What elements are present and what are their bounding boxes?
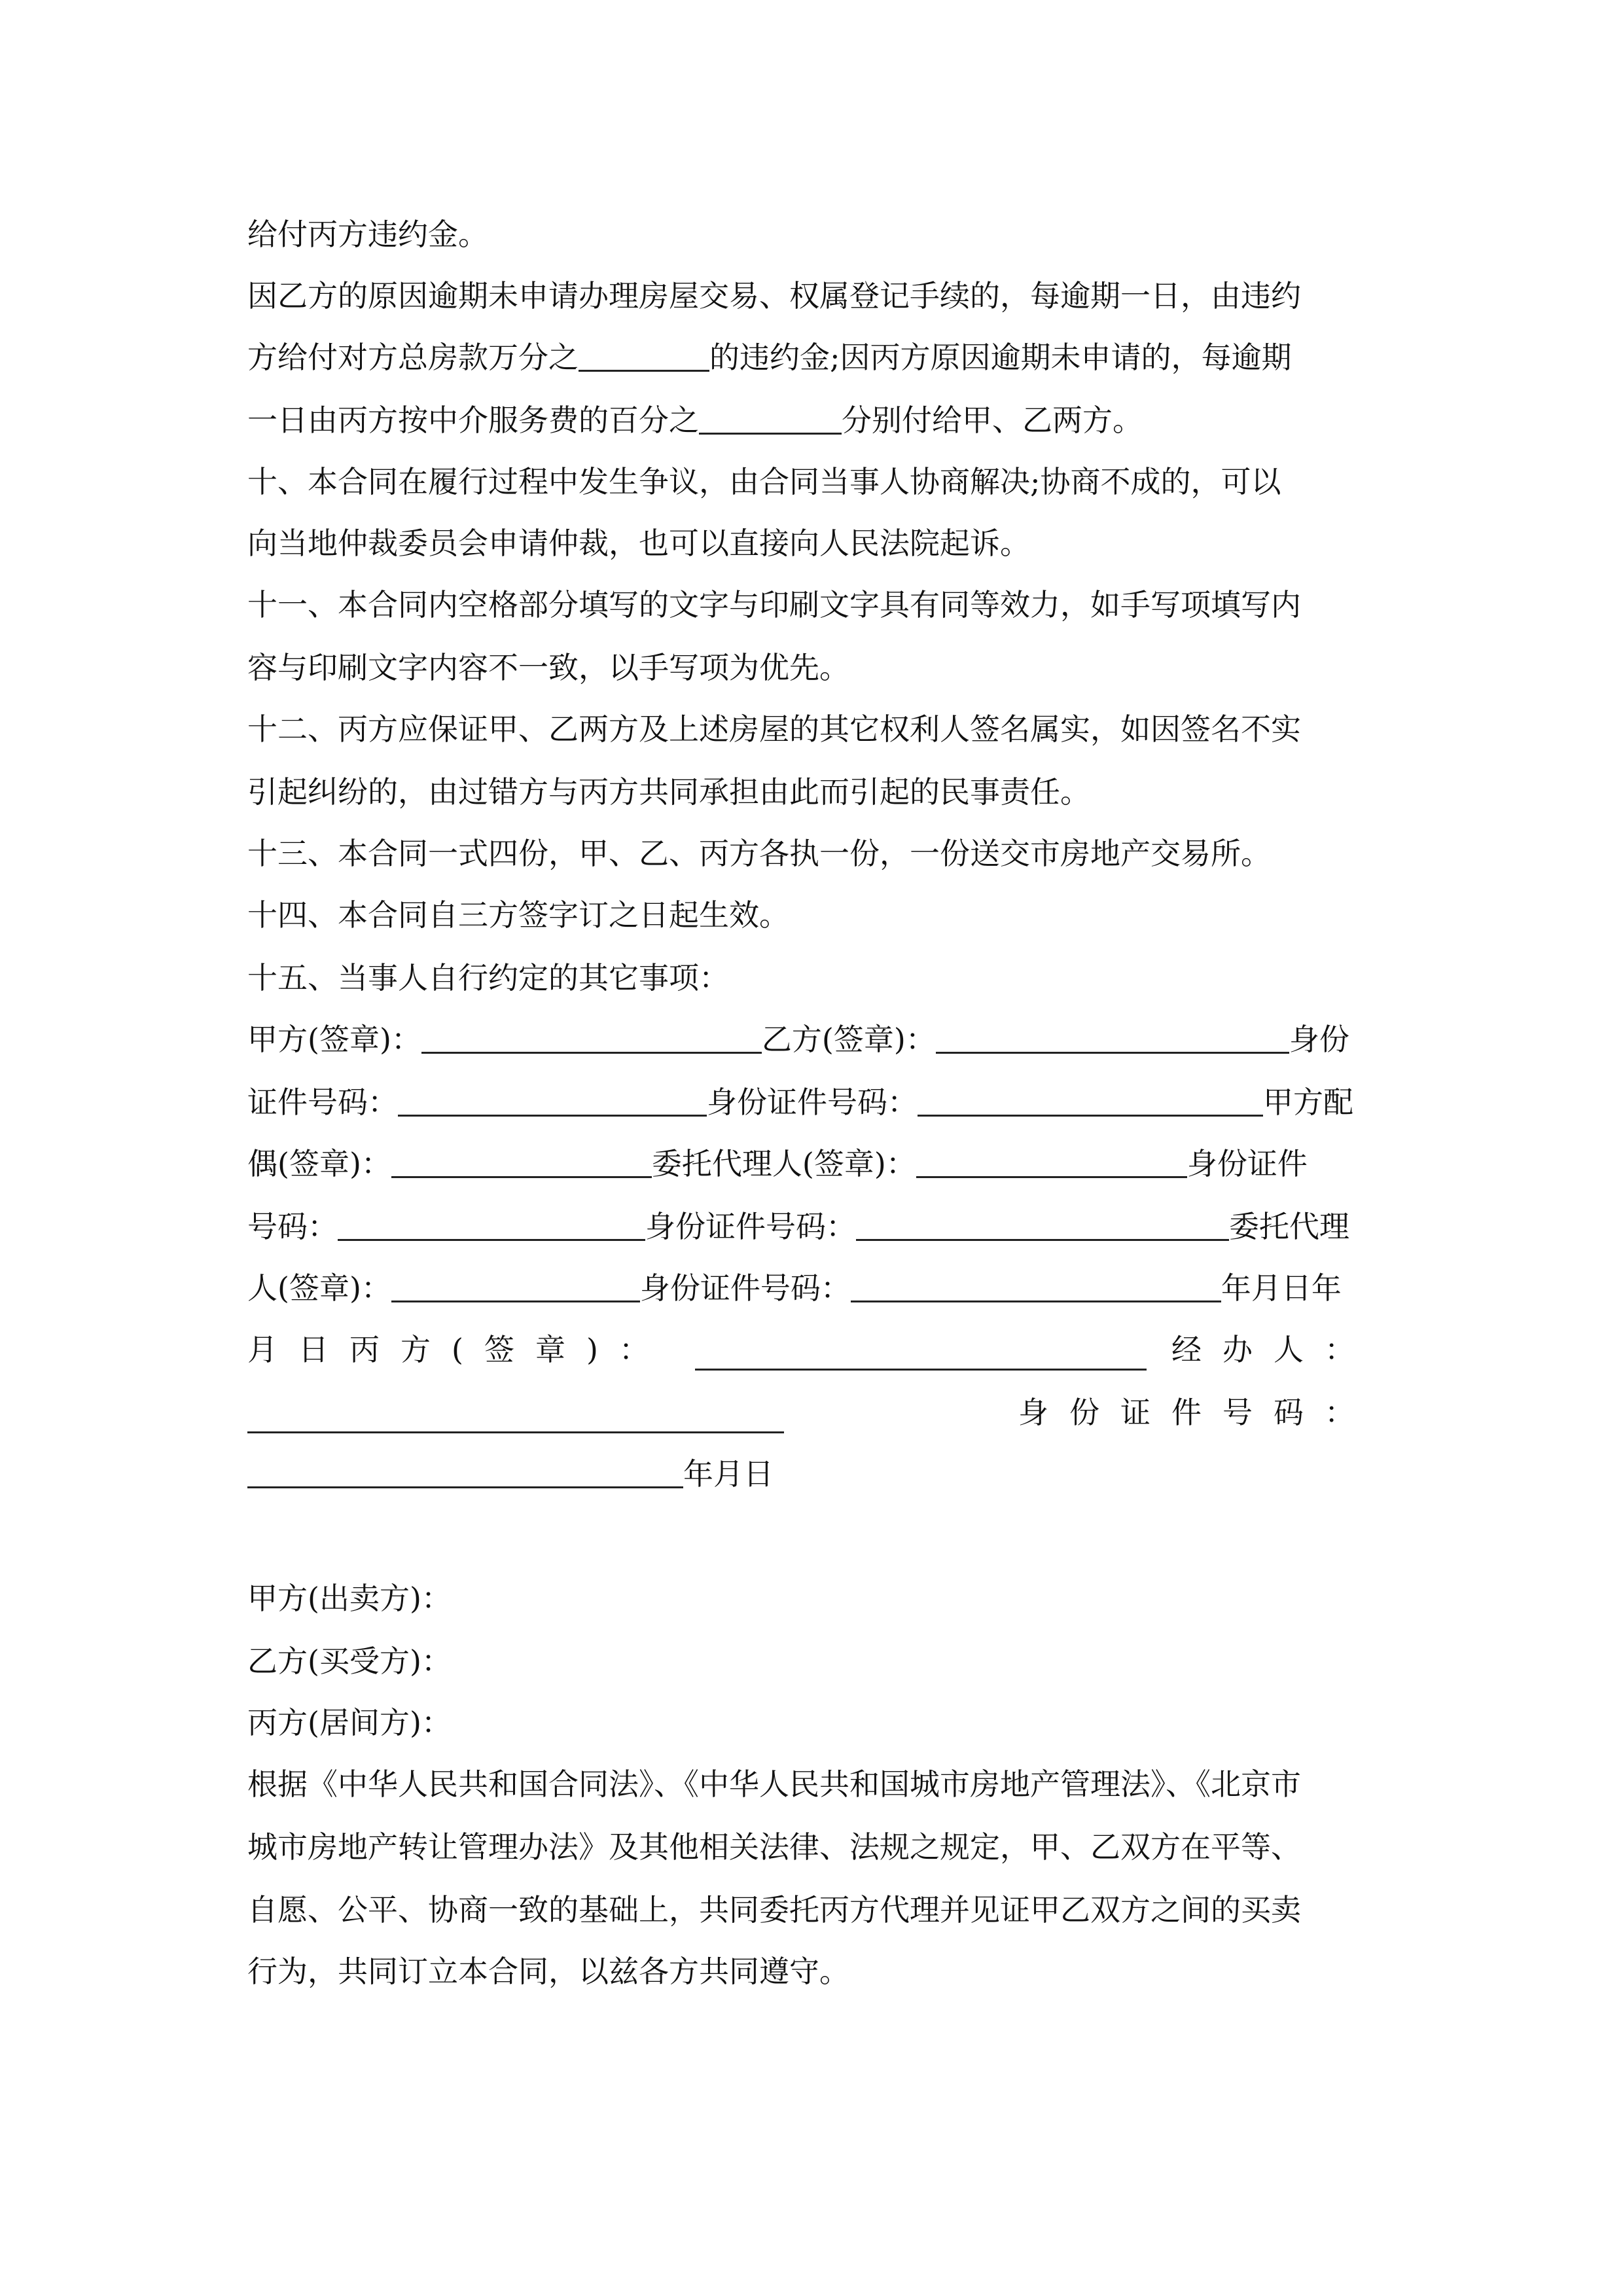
text-segment: 一日由丙方按中介服务费的百分之: [247, 403, 699, 438]
seller-party-label: 甲方(出卖方)：: [247, 1581, 452, 1616]
text-segment: 偶(签章)：: [247, 1146, 391, 1181]
text-segment: 分别付给甲、乙两方。: [842, 403, 1143, 438]
fill-blank: [851, 1272, 1221, 1302]
fill-blank: [918, 1086, 1263, 1117]
text-segment: 月日丙方(签章)：: [247, 1332, 670, 1367]
text-segment: 方给付对方总房款万分之: [247, 340, 579, 375]
signature-line: [247, 1206, 1376, 1247]
text-segment: 人(签章)：: [247, 1270, 391, 1306]
text-line: 十三、本合同一式四份，甲、乙、丙方各执一份，一份送交市房地产交易所。: [247, 836, 1271, 871]
text-segment: 身份证件号码：: [639, 1270, 851, 1306]
buyer-signature-label: 乙方(签章)：: [761, 1022, 936, 1057]
text-line: 容与印刷文字内容不一致，以手写项为优先。: [247, 650, 849, 685]
text-line: 十一、本合同内空格部分填写的文字与印刷文字具有同等效力，如手写项填写内: [247, 587, 1301, 622]
fill-blank: [695, 1340, 1147, 1371]
text-segment: 证件号码：: [247, 1085, 398, 1120]
fill-blank: [398, 1086, 707, 1117]
fill-blank: [699, 404, 842, 435]
fill-blank: [247, 1458, 683, 1488]
text-line: 因乙方的原因逾期未申请办理房屋交易、权属登记手续的，每逾期一日，由违约: [247, 278, 1301, 314]
signature-line: [247, 1453, 1376, 1495]
fill-blank: [391, 1147, 652, 1178]
fill-blank: [391, 1272, 640, 1302]
text-line: 十五、当事人自行约定的其它事项：: [247, 960, 729, 996]
text-segment: 身份证件号码：: [707, 1085, 918, 1120]
text-line: 引起纠纷的，由过错方与丙方共同承担由此而引起的民事责任。: [247, 774, 1090, 810]
text-line: 向当地仲裁委员会申请仲裁，也可以直接向人民法院起诉。: [247, 526, 1030, 561]
fill-blank: [247, 1403, 784, 1433]
buyer-party-label: 乙方(买受方)：: [247, 1643, 452, 1679]
seller-signature-label: 甲方(签章)：: [247, 1022, 421, 1057]
date-label: 年月日: [683, 1456, 774, 1492]
text-segment: 年月日年: [1221, 1270, 1342, 1306]
signature-line: [247, 1391, 1376, 1433]
text-line: 给付丙方违约金。: [247, 217, 488, 252]
text-segment: 身份: [1289, 1022, 1349, 1057]
text-segment: 经办人：: [1171, 1332, 1376, 1367]
text-segment: 委托代理: [1229, 1209, 1349, 1244]
signature-line: [247, 1081, 1376, 1123]
preamble-line: 行为，共同订立本合同，以兹各方共同遵守。: [247, 1954, 849, 1989]
signature-line: [247, 1329, 1376, 1371]
fill-blank: [421, 1023, 762, 1054]
fill-blank: [338, 1210, 645, 1241]
text-segment: 甲方配: [1263, 1085, 1353, 1120]
text-segment: 的违约金;因丙方原因逾期未申请的，每逾期: [709, 340, 1292, 375]
text-segment: 身份证件: [1186, 1146, 1308, 1181]
text-segment: 委托代理人(签章)：: [651, 1146, 916, 1181]
signature-line: [247, 1143, 1376, 1185]
preamble-line: 自愿、公平、协商一致的基础上，共同委托丙方代理并见证甲乙双方之间的买卖: [247, 1892, 1301, 1928]
fill-blank: [579, 341, 709, 372]
preamble-line: 根据《中华人民共和国合同法》、《中华人民共和国城市房地产管理法》、《北京市: [247, 1767, 1301, 1802]
fill-blank: [916, 1147, 1187, 1178]
text-segment: 身份证件号码：: [1018, 1395, 1376, 1430]
fill-blank: [936, 1023, 1289, 1054]
agent-party-label: 丙方(居间方)：: [247, 1705, 452, 1740]
text-line: 十二、丙方应保证甲、乙两方及上述房屋的其它权利人签名属实，如因签名不实: [247, 711, 1301, 747]
text-line: [247, 336, 1376, 378]
text-segment: 号码：: [247, 1209, 338, 1244]
text-line: [247, 399, 1376, 441]
text-line: 十四、本合同自三方签字订之日起生效。: [247, 897, 789, 933]
text-line: 十、本合同在履行过程中发生争议，由合同当事人协商解决;协商不成的，可以: [247, 464, 1281, 499]
signature-line: [247, 1267, 1376, 1309]
signature-line: [247, 1018, 1376, 1060]
text-segment: 身份证件号码：: [645, 1209, 856, 1244]
preamble-line: 城市房地产转让管理办法》及其他相关法律、法规之规定，甲、乙双方在平等、: [247, 1829, 1301, 1865]
fill-blank: [856, 1210, 1229, 1241]
